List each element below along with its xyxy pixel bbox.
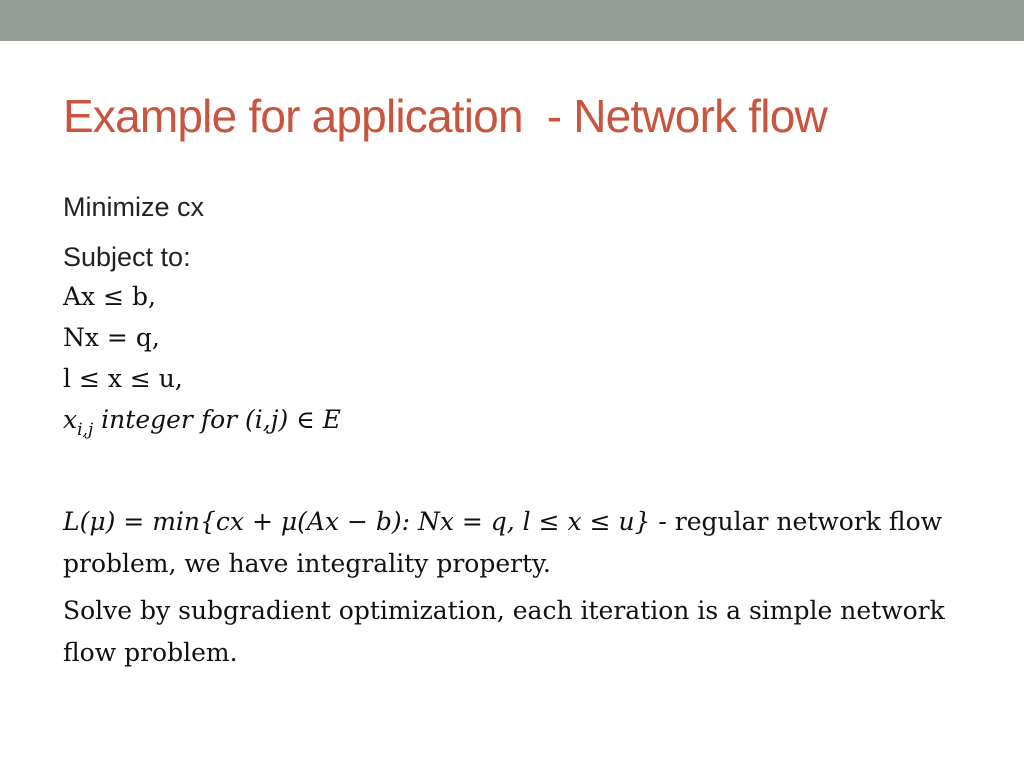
subject-to-line: Subject to: — [63, 242, 191, 272]
constraint-ax-le-b: Ax ≤ b, — [63, 282, 156, 311]
slide-title: Example for application - Network flow — [63, 90, 827, 142]
integer-var: x — [63, 405, 78, 434]
lagrangian-formula: L(μ) = min{cx + μ(Ax − b): Nx = q, l ≤ x ≤ u} — [63, 507, 651, 536]
constraint-integer — [63, 403, 341, 447]
integer-var-subscript: i,j — [77, 420, 94, 440]
constraint-nx-eq-q: Nx = q, — [63, 323, 160, 352]
lagrangian-description: - regular network flow problem, we have integrality property. — [63, 507, 943, 578]
solve-paragraph: Solve by subgradient optimization, each iteration is a simple network flow problem. — [63, 596, 945, 667]
lagrangian-paragraph — [63, 501, 953, 585]
constraint-bounds: l ≤ x ≤ u, — [63, 364, 183, 393]
objective-line: Minimize cx — [63, 192, 205, 222]
integer-condition: integer for (i,j) ∈ E — [93, 405, 341, 434]
top-band — [0, 0, 1024, 41]
